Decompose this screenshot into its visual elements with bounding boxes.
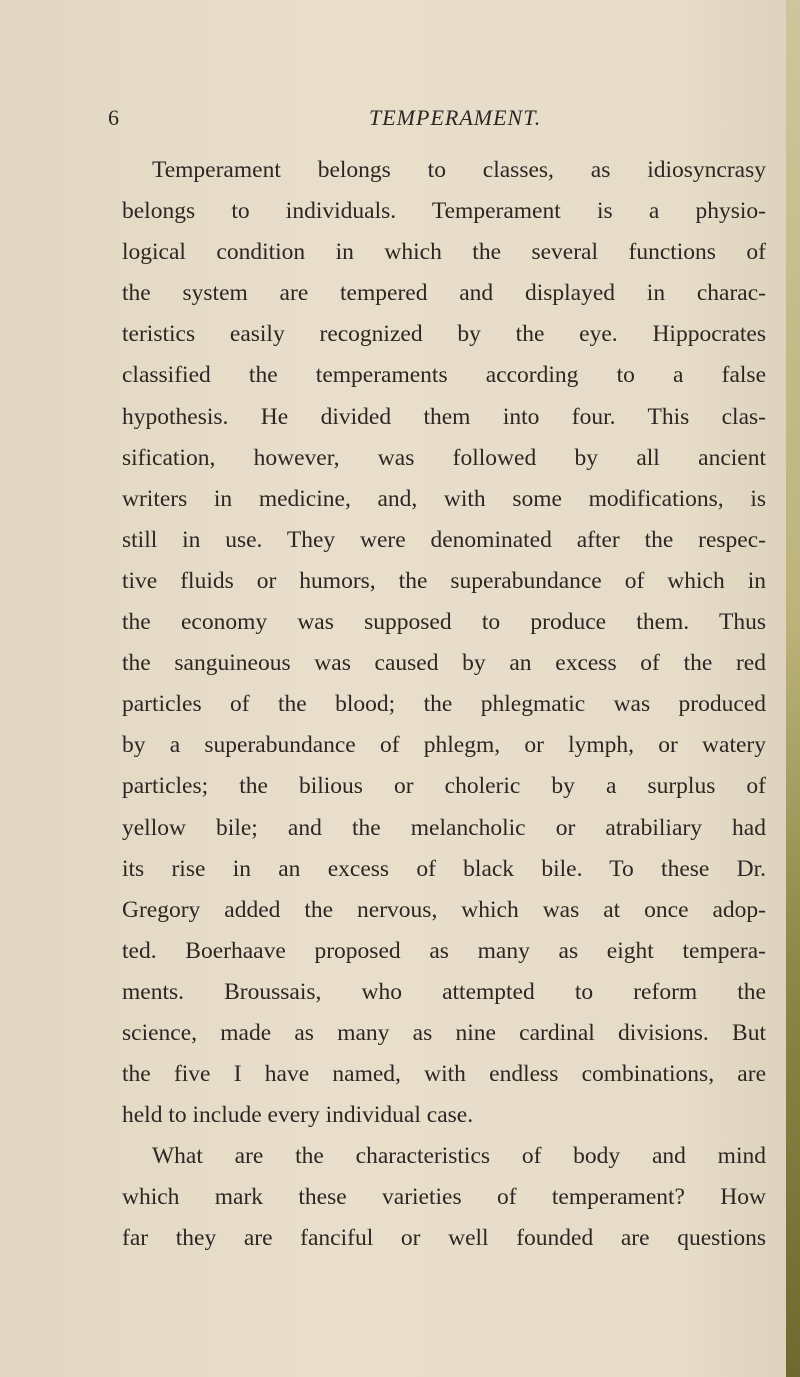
text-line: ted. Boerhaave proposed as many as eight tempera- (122, 937, 766, 964)
text-line: classified the temperaments according to a false (122, 362, 766, 389)
text-line: far they are fanciful or well founded are questions (122, 1225, 766, 1252)
text-line: science, made as many as nine cardinal divisions. But (122, 1019, 766, 1046)
text-line: yellow bile; and the melancholic or atrabiliary had (122, 814, 766, 841)
text-line: writers in medicine, and, with some modifications, is (122, 485, 766, 512)
page-number: 6 (108, 105, 119, 130)
text-line: the sanguineous was caused by an excess of the red (122, 650, 766, 677)
text-line: belongs to individuals. Temperament is a physio- (122, 198, 766, 225)
text-line: Temperament belongs to classes, as idiosyncrasy (152, 157, 766, 183)
running-title: TEMPERAMENT. (369, 105, 542, 130)
text-line: particles; the bilious or choleric by a surplus of (122, 773, 766, 800)
text-line: by a superabundance of phlegm, or lymph, or watery (122, 732, 766, 759)
text-line: the economy was supposed to produce them. Thus (122, 609, 766, 636)
running-head (108, 102, 768, 134)
text-line: the five I have named, with endless combinations, are (122, 1061, 766, 1088)
text-line: the system are tempered and displayed in charac- (122, 280, 766, 307)
body-text (122, 150, 766, 1260)
text-line: its rise in an excess of black bile. To these Dr. (122, 855, 766, 882)
text-line: particles of the blood; the phlegmatic was produced (122, 691, 766, 718)
text-line: sification, however, was followed by all ancient (122, 444, 766, 471)
text-line: teristics easily recognized by the eye. Hippocrates (122, 321, 766, 348)
text-line: still in use. They were denominated after the respec- (122, 526, 766, 553)
text-line: ments. Broussais, who attempted to reform the (122, 978, 766, 1005)
text-line: held to include every individual case. (122, 1102, 474, 1129)
text-line: which mark these varieties of temperament? How (122, 1184, 766, 1211)
text-line: tive fluids or humors, the superabundance of which in (122, 567, 766, 594)
text-line: hypothesis. He divided them into four. This clas- (122, 403, 766, 430)
text-line: What are the characteristics of body and mind (152, 1143, 766, 1170)
text-line: Gregory added the nervous, which was at once adop- (122, 896, 766, 923)
page-edge (786, 0, 800, 1377)
text-line: logical condition in which the several functions of (122, 239, 766, 266)
